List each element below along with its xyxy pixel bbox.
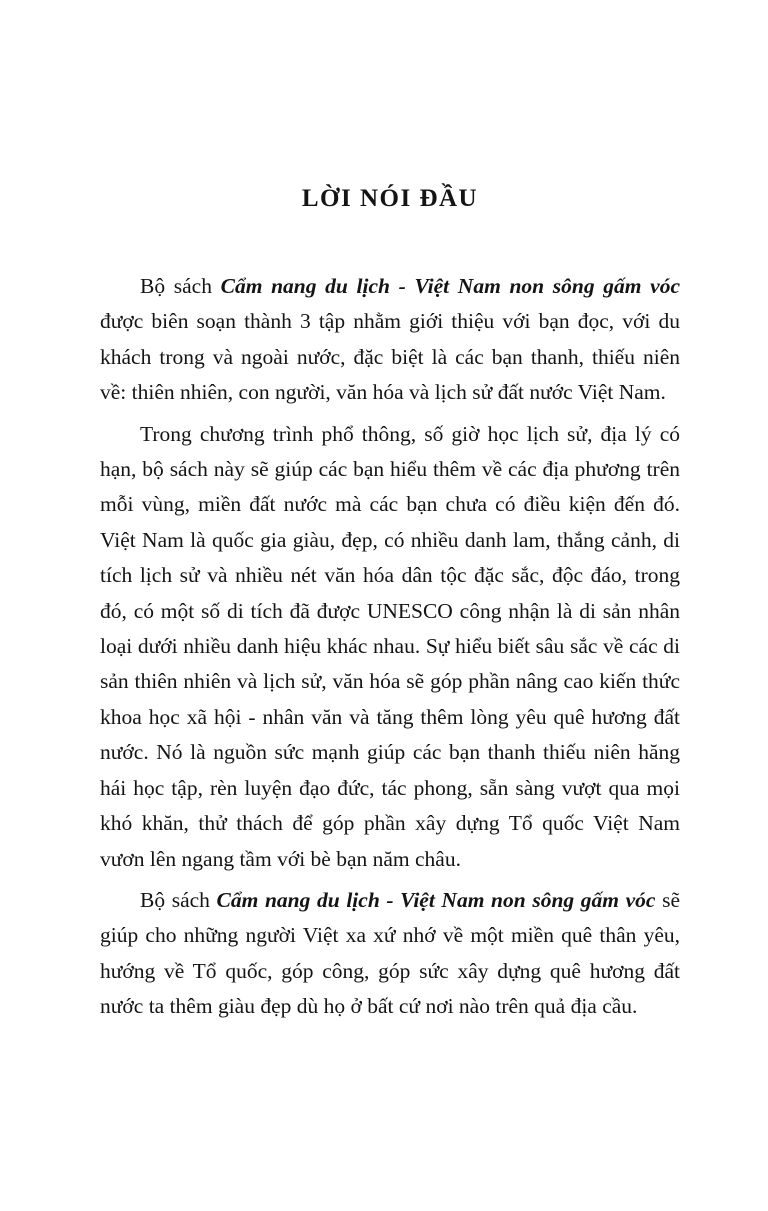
book-title-emphasis: Cẩm nang du lịch - Việt Nam non sông gấm vóc [216,887,656,912]
text-segment: sẽ giúp cho những người Việt xa xứ nhớ về một miền quê thân yêu, hướng về Tổ quốc, góp công, góp sức xây dựng quê hương đất nước ta thêm giàu đẹp dù họ ở bất cứ nơi nào trên quả địa cầu. [100,887,680,1019]
book-title-emphasis: Cẩm nang du lịch - Việt Nam non sông gấm vóc [220,274,680,298]
text-segment: được biên soạn thành 3 tập nhằm giới thiệu với bạn đọc, với du khách trong và ngoài nước, đặc biệt là các bạn thanh, thiếu niên về: thiên nhiên, con người, văn hóa và lịch sử đất nước Việt Nam. [100,309,680,405]
page-title: LỜI NÓI ĐẦU [301,185,479,212]
paragraph [100,417,680,877]
text-segment: Bộ sách [140,887,217,912]
paragraph [100,269,680,411]
text-segment: Trong chương trình phổ thông, số giờ học lịch sử, địa lý có hạn, bộ sách này sẽ giúp các bạn hiểu thêm về các địa phương trên mỗi vùng, miền đất nước mà các bạn chưa có điều kiện đến đó. Việt Nam là quốc gia giàu, đẹp, có nhiều danh lam, thắng cảnh, di tích lịch sử và nhiều nét văn hóa dân tộc đặc sắc, độc đáo, trong đó, có một số di tích đã được UNESCO công nhận là di sản nhân loại dưới nhiều danh hiệu khác nhau. Sự hiểu biết sâu sắc về các di sản thiên nhiên và lịch sử, văn hóa sẽ góp phần nâng cao kiến thức khoa học xã hội - nhân văn và tăng thêm lòng yêu quê hương đất nước. Nó là nguồn sức mạnh giúp các bạn thanh thiếu niên hăng hái học tập, rèn luyện đạo đức, tác phong, sẵn sàng vượt qua mọi khó khăn, thử thách để góp phần xây dựng Tổ quốc Việt Nam vươn lên ngang tầm với bè bạn năm châu. [100,421,680,871]
paragraphs-container [100,269,680,1025]
paragraph [100,883,680,1025]
text-segment: Bộ sách [140,274,221,298]
